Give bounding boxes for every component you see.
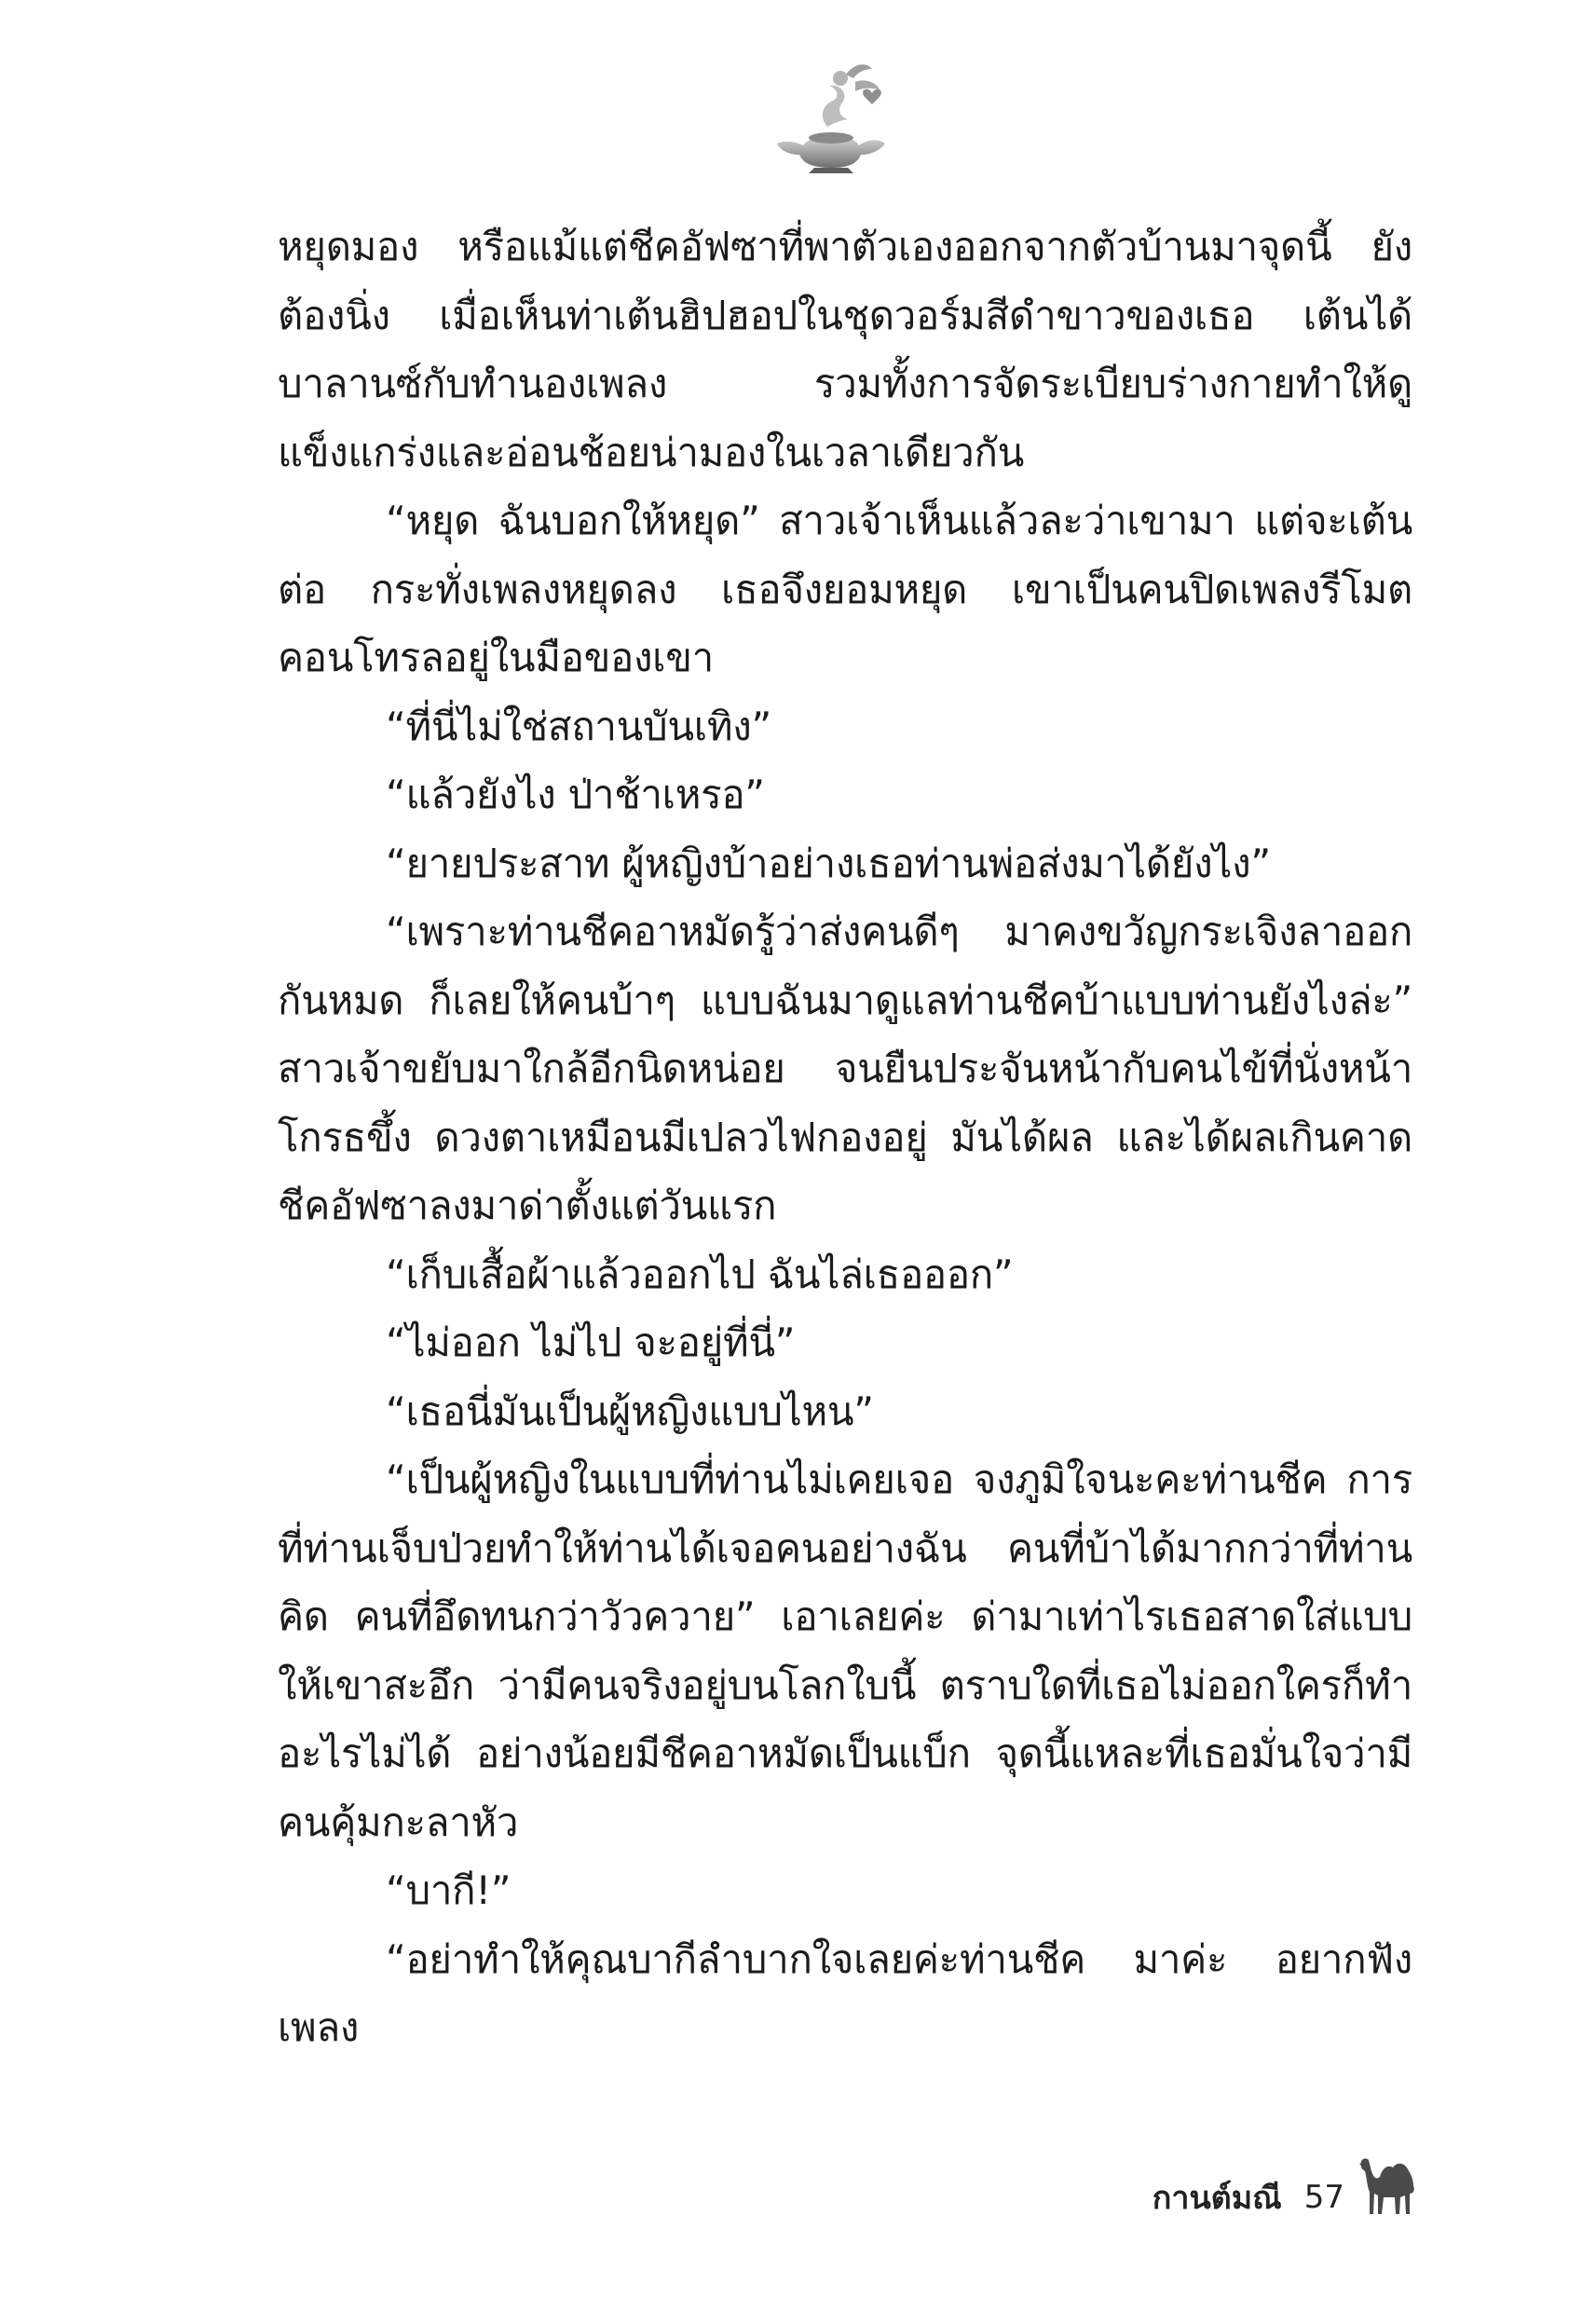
genie-lamp-icon (762, 54, 902, 175)
paragraph: หยุดมอง หรือแม้แต่ชีคอัฟซาที่พาตัวเองออกจากตัวบ้านมาจุดนี้ ยังต้องนิ่ง เมื่อเห็นท่าเต้นฮิปฮอปในชุดวอร์มสีดำขาวของเธอ เต้นได้บาลานซ์กับทำนองเพลง รวมทั้งการจัดระเบียบร่างกายทำให้ดูแข็งแกร่งและอ่อนช้อยน่ามองในเวลาเดียวกัน (278, 224, 1412, 475)
paragraph: “แล้วยังไง ป่าช้าเหรอ” (386, 772, 765, 817)
paragraph: “บากี!” (386, 1867, 512, 1913)
paragraph: “ไม่ออก ไม่ไป จะอยู่ที่นี่” (386, 1320, 796, 1365)
paragraph: “เธอนี่มันเป็นผู้หญิงแบบไหน” (386, 1388, 874, 1434)
page-footer (1153, 2160, 1344, 2235)
paragraph: “เก็บเสื้อผ้าแล้วออกไป ฉันไล่เธอออก” (386, 1251, 1014, 1297)
paragraph: “เป็นผู้หญิงในแบบที่ท่านไม่เคยเจอ จงภูมิใจนะคะท่านชีค การที่ท่านเจ็บป่วยทำให้ท่านได้เจอคนอย่างฉัน คนที่บ้าได้มากกว่าที่ท่านคิด คนที่อึดทนกว่าวัวควาย” เอาเลยค่ะ ด่ามาเท่าไรเธอสาดใส่แบบให้เขาสะอึก ว่ามีคนจริงอยู่บนโลกใบนี้ ตราบใดที่เธอไม่ออกใครก็ทำอะไรไม่ได้ อย่างน้อยมีชีคอาหมัดเป็นแบ็ก จุดนี้แหละที่เธอมั่นใจว่ามีคนคุ้มกะลาหัว (278, 1456, 1412, 1845)
page-body (278, 212, 1412, 2062)
paragraph: “ยายประสาท ผู้หญิงบ้าอย่างเธอท่านพ่อส่งมาได้ยังไง” (386, 840, 1271, 886)
paragraph: “อย่าทำให้คุณบากีลำบากใจเลยค่ะท่านชีค มาค่ะ อยากฟังเพลง (278, 1935, 1412, 2050)
book-title: กานต์มณี (1152, 2180, 1282, 2217)
camel-icon (1356, 2149, 1426, 2218)
paragraph: “เพราะท่านชีคอาหมัดรู้ว่าส่งคนดีๆ มาคงขวัญกระเจิงลาออกกันหมด ก็เลยให้คนบ้าๆ แบบฉันมาดูแลท่านชีคบ้าแบบท่านยังไงล่ะ” สาวเจ้าขยับมาใกล้อีกนิดหน่อย จนยืนประจันหน้ากับคนไข้ที่นั่งหน้าโกรธขึ้ง ดวงตาเหมือนมีเปลวไฟกองอยู่ มันได้ผล และได้ผลเกินคาด ชีคอัฟซาลงมาด่าตั้งแต่วันแรก (278, 909, 1412, 1228)
paragraph: “ที่นี่ไม่ใช่สถานบันเทิง” (386, 703, 771, 749)
page-number: 57 (1303, 2179, 1344, 2216)
paragraph: “หยุด ฉันบอกให้หยุด” สาวเจ้าเห็นแล้วละว่าเขามา แต่จะเต้นต่อ กระทั่งเพลงหยุดลง เธอจึงยอมหยุด เขาเป็นคนปิดเพลงรีโมตคอนโทรลอยู่ในมือของเขา (278, 498, 1412, 680)
